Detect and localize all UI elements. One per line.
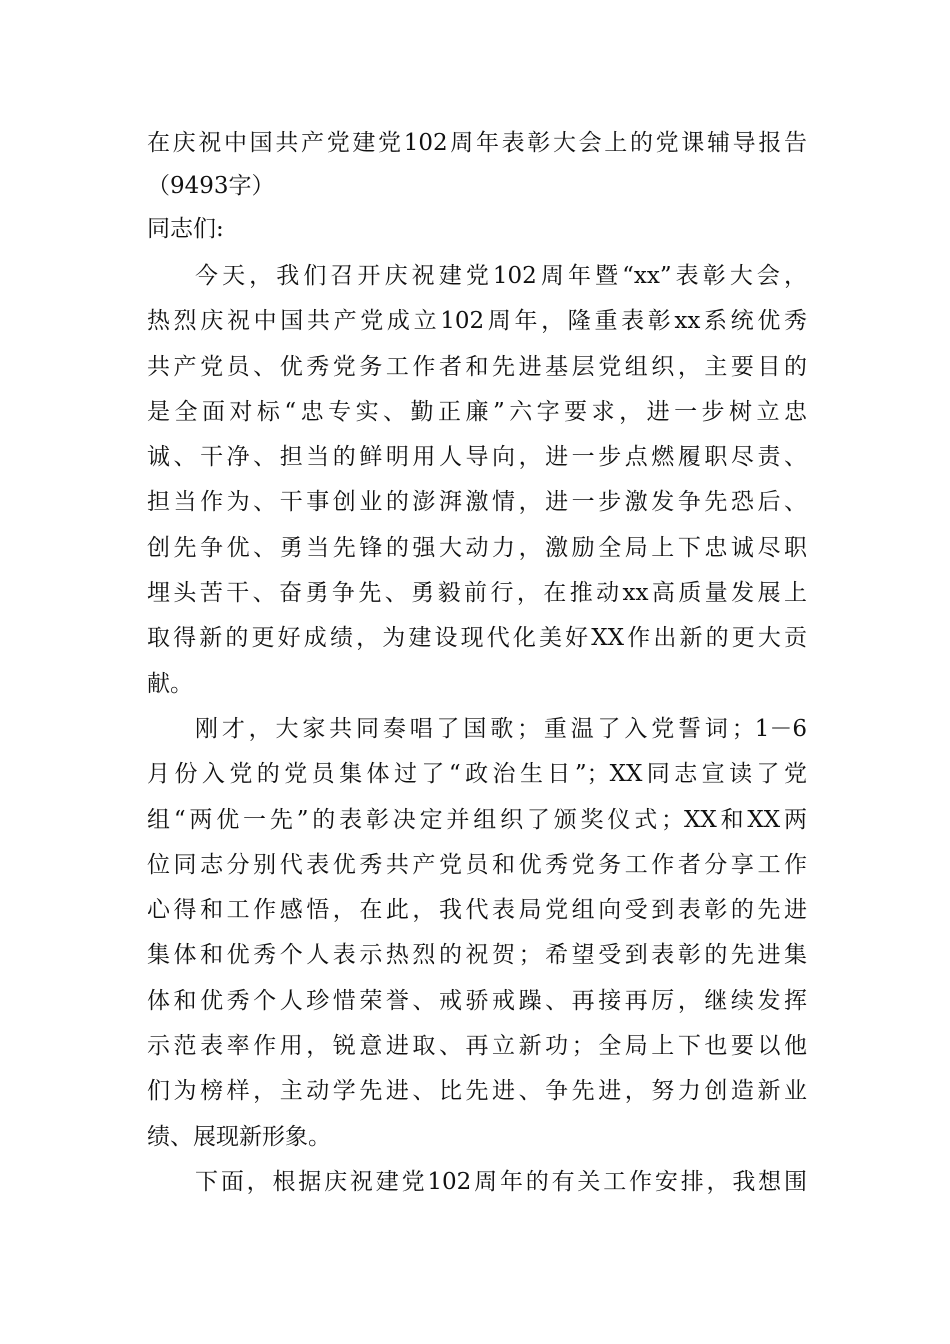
- document-title: [147, 122, 807, 208]
- paragraph-line: 位同志分别代表优秀共产党员和优秀党务工作者分享工作: [147, 851, 807, 878]
- paragraph-line: 集体和优秀个人表示热烈的祝贺；希望受到表彰的先进集: [147, 942, 807, 969]
- paragraph-line: 是全面对标“忠专实、勤正廉”六字要求，进一步树立忠: [147, 398, 807, 425]
- paragraph-line: 创先争优、勇当先锋的强大动力，激励全局上下忠诚尽职: [147, 534, 807, 561]
- title-line: 在庆祝中国共产党建党102周年表彰大会上的党课辅导报告: [147, 130, 807, 156]
- paragraph-line: 绩、展现新形象。: [147, 1123, 331, 1150]
- salutation: 同志们:: [147, 216, 224, 242]
- title-word-count: （9493字）: [147, 173, 275, 199]
- paragraph-line: 担当作为、干事创业的澎湃激情，进一步激发争先恐后、: [147, 489, 807, 516]
- paragraph-line: 们为榜样，主动学先进、比先进、争先进，努力创造新业: [147, 1078, 807, 1105]
- paragraph-line: 心得和工作感悟，在此，我代表局党组向受到表彰的先进: [147, 897, 807, 924]
- paragraph-line: 埋头苦干、奋勇争先、勇毅前行，在推动xx高质量发展上: [147, 580, 807, 607]
- paragraph-line: 献。: [147, 670, 193, 697]
- paragraph-2: [147, 707, 807, 1160]
- paragraph-line: 月份入党的党员集体过了“政治生日”；XX同志宣读了党: [147, 761, 807, 788]
- paragraph-line: 共产党员、优秀党务工作者和先进基层党组织，主要目的: [147, 353, 807, 380]
- document-page: [147, 122, 807, 1205]
- paragraph-line: 示范表率作用，锐意进取、再立新功；全局上下也要以他: [147, 1033, 807, 1060]
- paragraph-line: 刚才，大家共同奏唱了国歌；重温了入党誓词；1－6: [195, 715, 807, 742]
- paragraph-3: [147, 1160, 807, 1205]
- paragraph-line: 今天，我们召开庆祝建党102周年暨“xx”表彰大会，: [195, 263, 807, 289]
- paragraph-line: 组“两优一先”的表彰决定并组织了颁奖仪式；XX和XX两: [147, 806, 807, 833]
- paragraph-1: [147, 254, 807, 707]
- paragraph-line: 下面，根据庆祝建党102周年的有关工作安排，我想围: [195, 1168, 807, 1195]
- paragraph-line: 诚、干净、担当的鲜明用人导向，进一步点燃履职尽责、: [147, 444, 807, 471]
- paragraph-line: 体和优秀个人珍惜荣誉、戒骄戒躁、再接再厉，继续发挥: [147, 987, 807, 1014]
- paragraph-line: 热烈庆祝中国共产党成立102周年，隆重表彰xx系统优秀: [147, 308, 807, 335]
- paragraph-line: 取得新的更好成绩，为建设现代化美好XX作出新的更大贡: [147, 625, 807, 652]
